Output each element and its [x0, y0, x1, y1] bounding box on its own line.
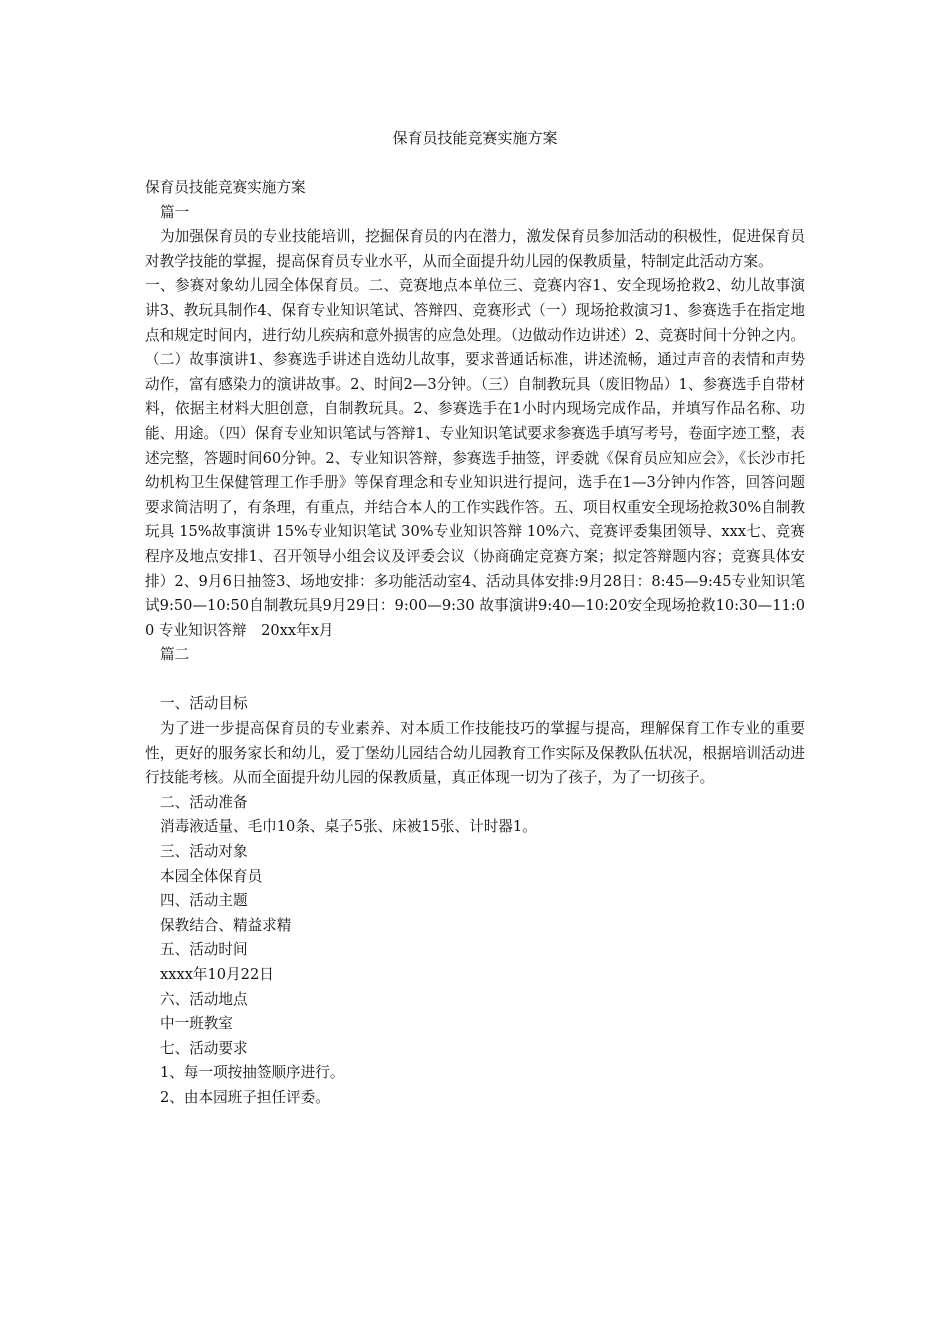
prep-heading: 二、活动准备 — [160, 793, 248, 811]
part1-body-paragraph: 一、参赛对象幼儿园全体保育员。二、竞赛地点本单位三、竞赛内容1、安全现场抢救2、幼儿故事演讲3、教玩具制作4、保育专业知识笔试、答辩四、竞赛形式（一）现场抢救演习1、参赛选手在指定地点和规定时间内，进行幼儿疾病和意外损害的应急处理。（边做动作边讲述）2、竞赛时间十分钟之内。（二）故事演讲1、参赛选手讲述自选幼儿故事，要求普通话标准，讲述流畅，通过声音的表情和声势动作，富有感染力的演讲故事。2、时间2—3分钟。（三）自制教玩具（废旧物品）1、参赛选手自带材料，依据主材料大胆创意，自制教玩具。2、参赛选手在1小时内现场完成作品，并填写作品名称、功能、用途。（四）保育专业知识笔试与答辩1、专业知识笔试要求参赛选手填写考号，卷面字迹工整，表述完整，答题时间60分钟。2、专业知识答辩，参赛选手抽签，评委就《保育员应知应会》，《长沙市托幼机构卫生保健管理工作手册》等保育理念和专业知识进行提问，选手在1—3分钟内作答，回答问题要求简洁明了，有条理，有重点，并结合本人的工作实践作答。五、项目权重安全现场抢救30%自制教玩具 15%故事演讲 15%专业知识笔试 30%专业知识答辩 10%六、竞赛评委集团领导、xxx七、竞赛程序及地点安排1、召开领导小组会议及评委会议（协商确定竞赛方案；拟定答辩题内容；竞赛具体安排）2、9月6日抽签3、场地安排：多功能活动室4、活动具体安排:9月28日：8:45—9:45专业知识笔试9:50—10:50自制教玩具9月29日：9:00—9:30 故事演讲9:40—10:20安全现场抢救10:30—11:00 专业知识答辩 20xx年x月 — [145, 277, 805, 639]
prep-text: 消毒液适量、毛巾10条、桌子5张、床被15张、计时器1。 — [160, 818, 537, 836]
document-body — [145, 176, 805, 1111]
time-heading: 五、活动时间 — [160, 941, 248, 959]
part1-heading: 篇一 — [160, 203, 190, 221]
theme-heading: 四、活动主题 — [160, 892, 248, 910]
place-heading: 六、活动地点 — [160, 990, 248, 1008]
target-heading: 三、活动对象 — [160, 843, 248, 861]
place-text: 中一班教室 — [160, 1015, 233, 1033]
requirement-item: 1、每一项按抽签顺序进行。 — [160, 1064, 345, 1082]
requirements-heading: 七、活动要求 — [160, 1039, 248, 1057]
goal-paragraph: 为了进一步提高保育员的专业素养、对本质工作技能技巧的掌握与提高，理解保育工作专业的重要性，更好的服务家长和幼儿，爱丁堡幼儿园结合幼儿园教育工作实际及保教队伍状况，根据培训活动进行技能考核。从而全面提升幼儿园的保教质量，真正体现一切为了孩子，为了一切孩子。 — [145, 720, 805, 787]
goal-heading: 一、活动目标 — [160, 695, 248, 713]
target-text: 本园全体保育员 — [160, 867, 263, 885]
blank-line — [145, 668, 805, 693]
theme-text: 保教结合、精益求精 — [160, 916, 292, 934]
part1-intro-paragraph: 为加强保育员的专业技能培训，挖掘保育员的内在潜力，激发保育员参加活动的积极性，促进保育员对教学技能的掌握，提高保育员专业水平，从而全面提升幼儿园的保教质量，特制定此活动方案。 — [145, 228, 805, 270]
document-subtitle: 保育员技能竞赛实施方案 — [145, 179, 306, 196]
time-text: xxxx年10月22日 — [160, 966, 274, 983]
requirement-item: 2、由本园班子担任评委。 — [160, 1088, 330, 1106]
document-title: 保育员技能竞赛实施方案 — [392, 129, 558, 147]
part2-heading: 篇二 — [160, 646, 190, 664]
